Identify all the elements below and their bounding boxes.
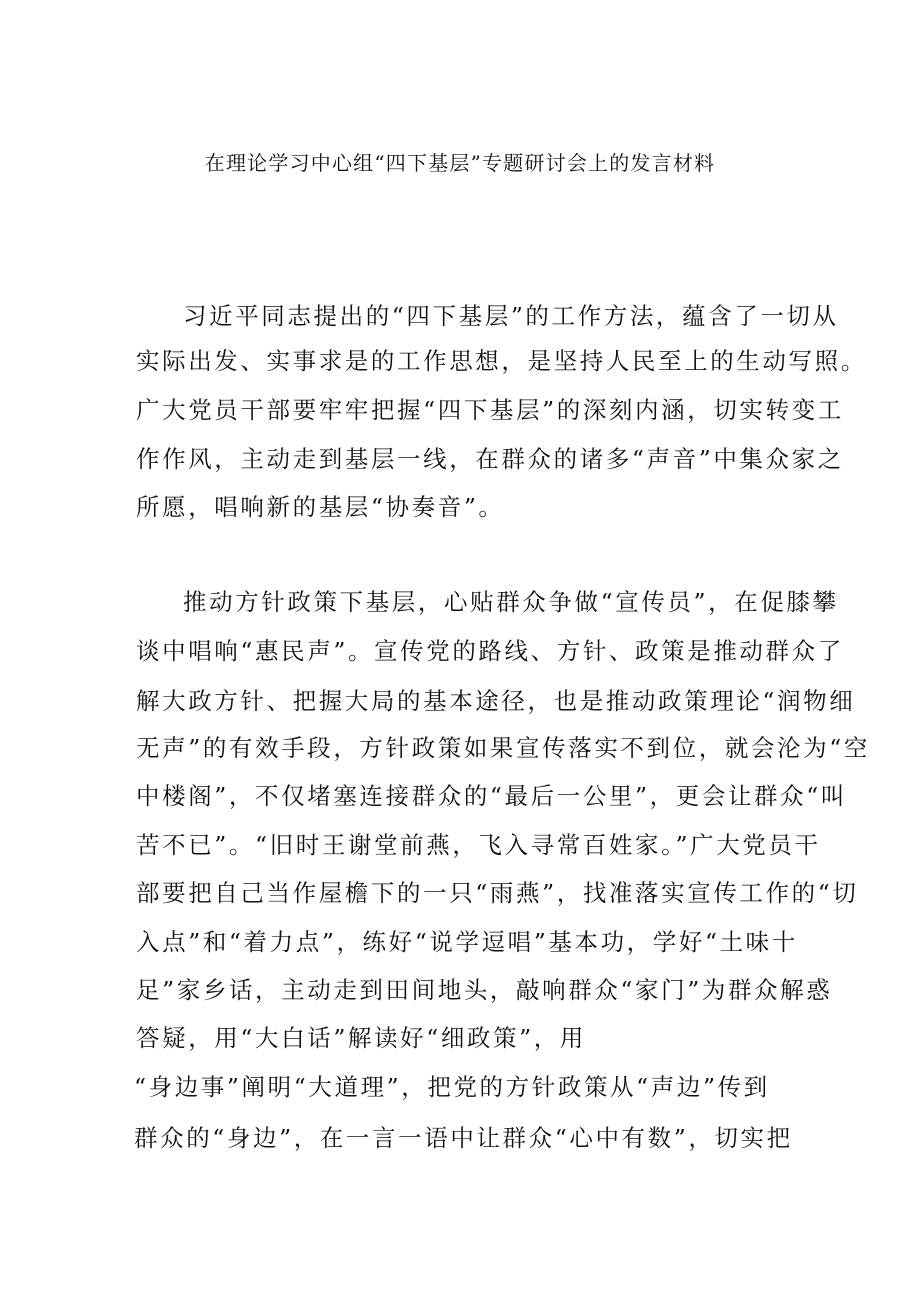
paragraph-1-line-5: 所愿，唱响新的基层“协奏音”。 bbox=[136, 493, 505, 521]
paragraph-2-line-7: 部要把自己当作屋檐下的一只“雨燕”，找准落实宣传工作的“切 bbox=[136, 879, 859, 907]
paragraph-2-line-9: 足”家乡话，主动走到田间地头，敲响群众“家门”为群众解惑 bbox=[136, 976, 833, 1004]
document-title: 在理论学习中心组“四下基层”专题研讨会上的发言材料 bbox=[204, 151, 716, 175]
paragraph-2-line-10: 答疑，用“大白话”解读好“细政策”，用 bbox=[136, 1024, 586, 1052]
paragraph-2-line-8: 入点”和“着力点”，练好“说学逗唱”基本功，学好“土味十 bbox=[136, 928, 798, 956]
paragraph-1-line-4: 作作风，主动走到基层一线，在群众的诸多“声音”中集众家之 bbox=[136, 445, 844, 473]
paragraph-2-line-6: 苦不已”。“旧时王谢堂前燕，飞入寻常百姓家。”广大党员干 bbox=[136, 831, 821, 859]
paragraph-2-line-11: “身边事”阐明“大道理”，把党的方针政策从“声边”传到 bbox=[134, 1073, 770, 1101]
paragraph-2-line-3: 解大政方针、把握大局的基本途径，也是推动政策理论“润物细 bbox=[136, 687, 856, 715]
paragraph-1-line-1: 习近平同志提出的“四下基层”的工作方法，蕴含了一切从 bbox=[183, 302, 839, 330]
paragraph-2-line-4: 无声”的有效手段，方针政策如果宣传落实不到位，就会沦为“空 bbox=[136, 734, 870, 762]
paragraph-1-line-2: 实际出发、实事求是的工作思想，是坚持人民至上的生动写照。 bbox=[136, 347, 867, 375]
paragraph-1-line-3: 广大党员干部要牢牢把握“四下基层”的深刻内涵，切实转变工 bbox=[136, 396, 844, 424]
paragraph-2-line-12: 群众的“身边”，在一言一语中让群众“心中有数”，切实把 bbox=[134, 1124, 793, 1152]
paragraph-2-line-5: 中楼阁”，不仅堵塞连接群众的“最后一公里”，更会让群众“叫 bbox=[136, 782, 847, 810]
paragraph-2-line-2: 谈中唱响“惠民声”。宣传党的路线、方针、政策是推动群众了 bbox=[136, 637, 844, 665]
paragraph-2-line-1: 推动方针政策下基层，心贴群众争做“宣传员”，在促膝攀 bbox=[183, 588, 839, 616]
